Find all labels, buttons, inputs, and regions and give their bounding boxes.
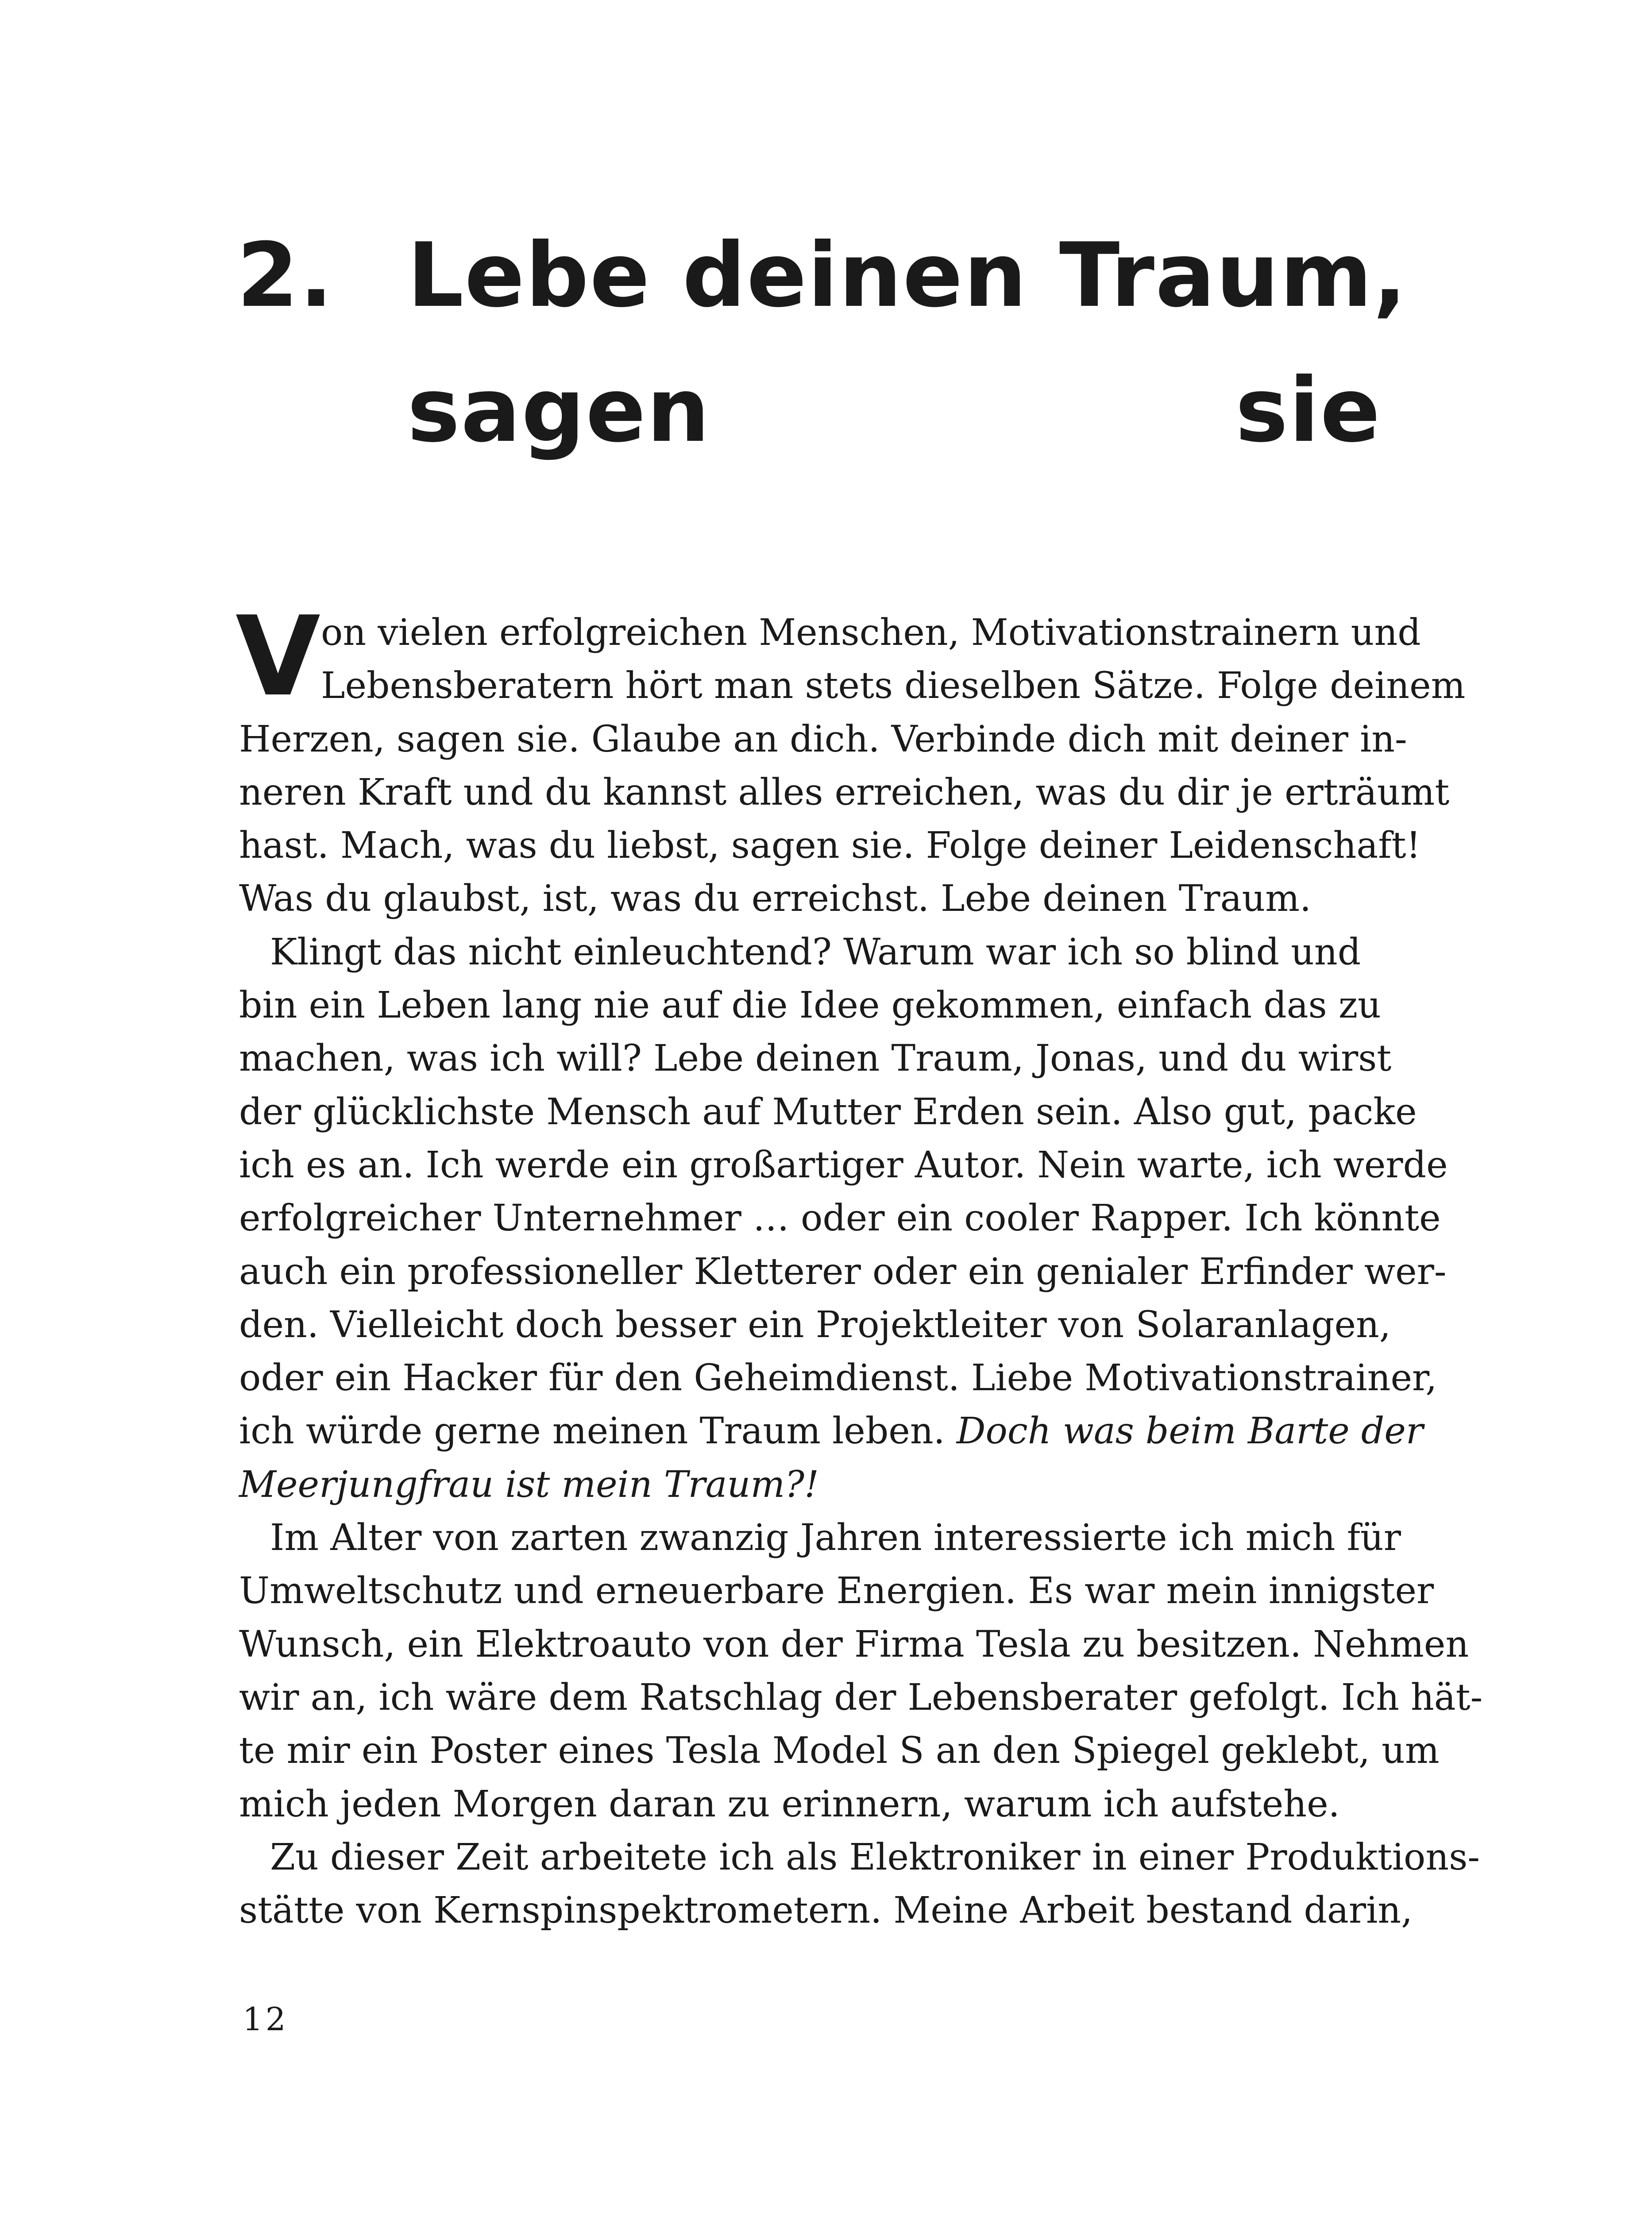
paragraph: [239, 926, 1448, 1511]
chapter-title: [407, 208, 1408, 478]
text-line: den. Vielleicht doch besser ein Projektleiter von Solaranlagen,: [239, 1303, 1391, 1346]
paragraph: [235, 593, 1466, 926]
text-line: neren Kraft und du kannst alles erreichen, was du dir je erträumt: [239, 771, 1450, 813]
text-line: bin ein Leben lang nie auf die Idee gekommen, einfach das zu: [239, 984, 1381, 1027]
chapter-title-line: sagen sie: [407, 359, 1381, 462]
text-line: Lebensberatern hört man stets dieselben Sätze. Folge deinem: [321, 665, 1466, 707]
text-line: der glücklichste Mensch auf Mutter Erden sein. Also gut, packe: [239, 1091, 1417, 1133]
text-line: Zu dieser Zeit arbeitete ich als Elektroniker in einer Produktions-: [270, 1836, 1480, 1878]
text-line: oder ein Hacker für den Geheimdienst. Liebe Motivationstrainer,: [239, 1357, 1437, 1400]
text-line: stätte von Kernspinspektrometern. Meine Arbeit bestand darin,: [239, 1889, 1413, 1932]
text-line: erfolgreicher Unternehmer … oder ein cooler Rapper. Ich könnte: [239, 1197, 1441, 1240]
chapter-title-line: Lebe deinen Traum,: [407, 224, 1408, 327]
chapter-number: 2.: [237, 224, 334, 327]
paragraph: [239, 1511, 1483, 1831]
page-number: 12: [243, 2001, 289, 2038]
italic-text: Doch was beim Barte der: [956, 1410, 1424, 1453]
italic-text-line: Meerjungfrau ist mein Traum?!: [239, 1463, 819, 1506]
text-line: [239, 1405, 1424, 1458]
body-text: [235, 593, 1483, 1937]
text-line: Was du glaubst, ist, was du erreichst. Lebe deinen Traum.: [239, 878, 1312, 920]
text-line: ich es an. Ich werde ein großartiger Autor. Nein warte, ich werde: [239, 1144, 1448, 1186]
text-segment: ich würde gerne meinen Traum leben.: [239, 1410, 945, 1453]
text-line: on vielen erfolgreichen Menschen, Motivationstrainern und: [321, 612, 1421, 654]
paragraph: [239, 1831, 1480, 1938]
text-line: wir an, ich wäre dem Ratschlag der Lebensberater gefolgt. Ich hät-: [239, 1676, 1483, 1719]
text-line: Herzen, sagen sie. Glaube an dich. Verbinde dich mit deiner in-: [239, 718, 1407, 760]
drop-cap: V: [235, 593, 320, 721]
text-line: Wunsch, ein Elektroauto von der Firma Tesla zu besitzen. Nehmen: [239, 1623, 1469, 1666]
text-line: machen, was ich will? Lebe deinen Traum, Jonas, und du wirst: [239, 1037, 1392, 1080]
text-line: Im Alter von zarten zwanzig Jahren interessierte ich mich für: [270, 1517, 1401, 1559]
text-line: Umweltschutz und erneuerbare Energien. Es war mein innigster: [239, 1570, 1434, 1612]
text-line: te mir ein Poster eines Tesla Model S an den Spiegel geklebt, um: [239, 1730, 1440, 1772]
text-line: mich jeden Morgen daran zu erinnern, warum ich aufstehe.: [239, 1783, 1340, 1825]
text-line: hast. Mach, was du liebst, sagen sie. Folge deiner Leidenschaft!: [239, 825, 1421, 867]
text-line: Klingt das nicht einleuchtend? Warum war ich so blind und: [270, 931, 1361, 973]
text-line: auch ein professioneller Kletterer oder ein genialer Erfinder wer-: [239, 1250, 1447, 1293]
